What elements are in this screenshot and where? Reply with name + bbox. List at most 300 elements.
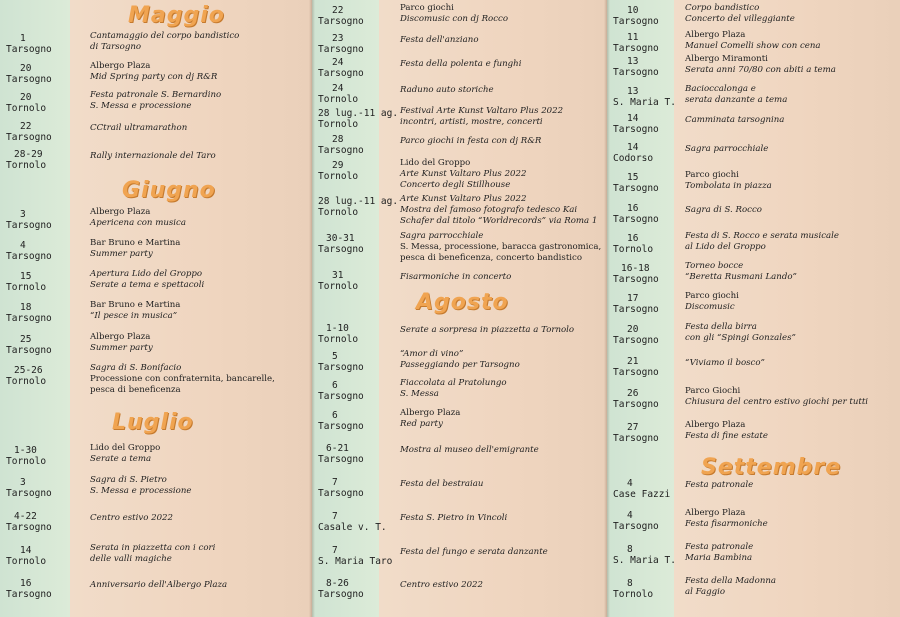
event-date: 1-10: [326, 323, 349, 334]
event-line: Albergo Plaza: [400, 408, 461, 418]
event-date: 7: [332, 477, 338, 488]
event-date: 28-29: [14, 149, 43, 160]
event-line: Festa S. Pietro in Vincoli: [400, 513, 508, 523]
event-line: Parco giochi: [400, 3, 454, 13]
event-line: Summer party: [90, 343, 153, 353]
event-line: “Amor di vino”: [400, 349, 464, 359]
event-line: Serata anni 70/80 con abiti a tema: [685, 65, 836, 75]
event-date-place: [613, 172, 659, 194]
event-date-place: [613, 113, 659, 135]
event-date-place: [613, 5, 659, 27]
event-date: 5: [332, 351, 338, 362]
event-date-place: [318, 108, 398, 130]
event-line: serata danzante a tema: [685, 95, 788, 105]
event-description: [400, 194, 597, 227]
event-date-place: [613, 86, 676, 108]
event-place: Tarsogno: [6, 74, 52, 85]
event-description: [90, 543, 215, 565]
event-date: 6: [332, 380, 338, 391]
event-line: Apertura Lido del Groppo: [90, 269, 203, 279]
event-date-place: [318, 323, 358, 345]
event-date-place: [613, 510, 659, 532]
event-place: Tarsogno: [613, 399, 659, 410]
event-date-place: [318, 196, 398, 218]
event-date-place: [6, 33, 52, 55]
event-date-place: [6, 271, 46, 293]
event-line: Albergo Plaza: [90, 332, 151, 342]
event-place: Tornolo: [318, 94, 359, 105]
event-line: Parco giochi in festa con dj R&R: [400, 136, 542, 146]
event-place: S. Maria T.: [613, 97, 676, 108]
event-line: Raduno auto storiche: [400, 85, 494, 95]
event-description: [400, 378, 507, 400]
event-line: Discomusic: [685, 302, 735, 312]
event-place: Tarsogno: [318, 362, 364, 373]
event-date: 14: [627, 113, 639, 124]
event-place: Tornolo: [6, 456, 47, 467]
brochure-panel-2: [312, 0, 607, 617]
event-place: Tarsogno: [318, 488, 364, 499]
event-line: al Faggio: [685, 587, 726, 597]
event-date: 28: [332, 134, 344, 145]
month-heading: Agosto: [416, 290, 509, 315]
event-line: Festa della Madonna: [685, 576, 777, 586]
event-line: Apericena con musica: [90, 218, 186, 228]
event-place: Tarsogno: [6, 220, 52, 231]
month-heading: Settembre: [701, 455, 842, 480]
event-line: Sagra parrocchiale: [685, 144, 769, 154]
event-date: 30-31: [326, 233, 355, 244]
event-line: Albergo Plaza: [685, 30, 746, 40]
event-line: al Lido del Groppo: [685, 242, 766, 252]
event-line: Serate a sorpresa in piazzetta a Tornolo: [400, 325, 575, 335]
event-date-place: [318, 578, 364, 600]
event-line: pesca di beneficenza: [90, 385, 181, 395]
event-description: [90, 363, 275, 396]
event-line: Serata in piazzetta con i cori: [90, 543, 216, 553]
event-line: Parco giochi: [685, 291, 739, 301]
event-date: 4: [20, 240, 26, 251]
event-line: Processione con confraternita, bancarelle,: [90, 374, 275, 384]
event-date-place: [613, 56, 659, 78]
event-place: Tarsogno: [613, 367, 659, 378]
event-description: [90, 300, 180, 322]
event-description: [400, 445, 539, 456]
event-date: 21: [627, 356, 639, 367]
event-description: [685, 115, 784, 126]
event-place: Tarsogno: [6, 345, 52, 356]
event-date: 8: [627, 578, 633, 589]
event-line: “Viviamo il bosco”: [685, 358, 765, 368]
event-line: Festa della polenta e funghi: [400, 59, 522, 69]
event-description: [400, 349, 520, 371]
event-description: [685, 508, 768, 530]
event-line: Tombolata in piazza: [685, 181, 772, 191]
event-date-place: [6, 149, 46, 171]
event-place: Tornolo: [6, 376, 47, 387]
event-date-place: [6, 445, 46, 467]
event-description: [400, 580, 483, 591]
event-line: Concerto degli Stillhouse: [400, 180, 511, 190]
event-date: 23: [332, 33, 344, 44]
event-date-place: [6, 477, 52, 499]
event-line: Albergo Plaza: [90, 207, 151, 217]
event-place: Tornolo: [318, 281, 359, 292]
event-description: [685, 231, 839, 253]
event-place: Tornolo: [318, 119, 359, 130]
event-line: Torneo bocce: [685, 261, 744, 271]
event-description: [400, 325, 574, 336]
event-line: pesca di beneficenza, concerto bandistico: [400, 253, 583, 263]
event-date-place: [613, 388, 659, 410]
event-date-place: [318, 477, 364, 499]
event-date: 1: [20, 33, 26, 44]
event-description: [685, 291, 739, 313]
event-line: S. Messa e processione: [90, 101, 192, 111]
event-line: incontri, artisti, mostre, concerti: [400, 117, 543, 127]
event-line: Festival Arte Kunst Valtaro Plus 2022: [400, 106, 564, 116]
event-line: “Beretta Rusmani Lando”: [685, 272, 797, 282]
event-date: 31: [332, 270, 344, 281]
event-place: Tarsogno: [318, 244, 364, 255]
event-description: [400, 547, 548, 558]
event-line: Manuel Comelli show con cena: [685, 41, 821, 51]
event-line: Festa del bestraiau: [400, 479, 484, 489]
event-place: S. Maria Taro: [318, 556, 393, 567]
event-date: 7: [332, 545, 338, 556]
event-place: Tarsogno: [613, 124, 659, 135]
event-place: Tornolo: [318, 334, 359, 345]
event-line: Bar Bruno e Martina: [90, 238, 181, 248]
event-date: 14: [627, 142, 639, 153]
event-date: 22: [20, 121, 32, 132]
event-line: Schafer dal titolo “Worldrecords” via Roma 1: [400, 216, 598, 226]
event-description: [90, 269, 204, 291]
event-line: Festa di fine estate: [685, 431, 768, 441]
event-line: Summer party: [90, 249, 153, 259]
event-line: “Il pesce in musica”: [90, 311, 178, 321]
event-place: Tornolo: [6, 556, 47, 567]
event-description: [90, 513, 173, 524]
event-line: Fisarmoniche in concerto: [400, 272, 512, 282]
event-description: [400, 272, 511, 283]
event-line: Parco giochi: [685, 170, 739, 180]
event-date-place: [6, 121, 52, 143]
event-date-place: [318, 5, 364, 27]
month-heading: Luglio: [112, 410, 194, 435]
event-date-place: [613, 356, 659, 378]
event-date-place: [6, 92, 46, 114]
event-place: Tarsogno: [6, 589, 52, 600]
event-date: 15: [627, 172, 639, 183]
event-line: Sagra di S. Pietro: [90, 475, 167, 485]
event-date: 16: [627, 233, 639, 244]
event-line: Discomusic con dj Rocco: [400, 14, 509, 24]
event-line: Arte Kunst Valtaro Plus 2022: [400, 169, 527, 179]
event-description: [400, 231, 601, 264]
event-line: Concerto del villeggiante: [685, 14, 795, 24]
event-place: Tornolo: [318, 171, 359, 182]
event-date-place: [6, 365, 46, 387]
event-place: S. Maria T.: [613, 555, 676, 566]
event-date-place: [6, 209, 52, 231]
event-place: Tornolo: [6, 103, 47, 114]
event-date: 16: [20, 578, 32, 589]
event-description: [400, 59, 521, 70]
event-description: [685, 386, 868, 408]
event-description: [400, 85, 494, 96]
event-date: 28 lug.-11 ag.: [318, 108, 399, 119]
event-place: Tarsogno: [6, 132, 52, 143]
event-date: 8: [627, 544, 633, 555]
event-description: [400, 3, 508, 25]
event-place: Tarsogno: [613, 183, 659, 194]
event-date-place: [318, 380, 364, 402]
event-date: 10: [627, 5, 639, 16]
event-line: Parco Giochi: [685, 386, 741, 396]
event-line: S. Messa e processione: [90, 486, 192, 496]
event-description: [90, 61, 217, 83]
event-line: Centro estivo 2022: [400, 580, 483, 590]
event-description: [685, 30, 821, 52]
event-line: di Tarsogno: [90, 42, 142, 52]
event-description: [685, 54, 836, 76]
event-place: Tarsogno: [613, 304, 659, 315]
event-date: 17: [627, 293, 639, 304]
event-line: Camminata tarsognina: [685, 115, 785, 125]
fold-line: [604, 0, 610, 617]
event-place: Tarsogno: [318, 145, 364, 156]
event-description: [685, 322, 796, 344]
event-date: 13: [627, 56, 639, 67]
event-place: Tarsogno: [6, 44, 52, 55]
event-description: [90, 238, 180, 260]
event-line: Albergo Miramonti: [685, 54, 768, 64]
event-place: Tarsogno: [6, 313, 52, 324]
event-date: 4: [627, 478, 633, 489]
event-line: Anniversario dell'Albergo Plaza: [90, 580, 228, 590]
event-description: [90, 207, 186, 229]
event-description: [685, 84, 787, 106]
event-date-place: [318, 270, 358, 292]
event-line: Serate a tema e spettacoli: [90, 280, 205, 290]
event-line: Festa dell'anziano: [400, 35, 479, 45]
event-date-place: [613, 203, 659, 225]
event-line: Centro estivo 2022: [90, 513, 173, 523]
event-date: 11: [627, 32, 639, 43]
event-date: 18: [20, 302, 32, 313]
event-date: 24: [332, 83, 344, 94]
event-date-place: [613, 478, 670, 500]
event-date-place: [613, 544, 676, 566]
event-place: Tarsogno: [6, 488, 52, 499]
event-date: 28 lug.-11 ag.: [318, 196, 399, 207]
event-date-place: [318, 134, 364, 156]
event-place: Tarsogno: [6, 522, 52, 533]
event-date: 26: [627, 388, 639, 399]
event-place: Tarsogno: [613, 43, 659, 54]
event-description: [685, 144, 768, 155]
event-description: [685, 480, 753, 491]
event-date: 20: [20, 63, 32, 74]
event-description: [90, 123, 187, 134]
event-place: Tarsogno: [318, 454, 364, 465]
event-line: Festa patronale S. Bernardino: [90, 90, 222, 100]
event-date-place: [6, 63, 52, 85]
event-description: [685, 542, 753, 564]
event-date-place: [6, 240, 52, 262]
event-place: Tornolo: [6, 160, 47, 171]
fold-line: [309, 0, 315, 617]
event-date-place: [318, 33, 364, 55]
event-description: [685, 576, 776, 598]
event-date-place: [613, 142, 653, 164]
event-place: Tarsogno: [318, 68, 364, 79]
event-place: Case Fazzi: [613, 489, 671, 500]
event-line: Albergo Plaza: [685, 508, 746, 518]
event-line: CCtrail ultramarathon: [90, 123, 188, 133]
event-description: [685, 358, 765, 369]
event-line: Sagra di S. Bonifacio: [90, 363, 182, 373]
event-description: [685, 261, 797, 283]
event-date-place: [318, 233, 364, 255]
event-description: [400, 479, 483, 490]
event-description: [90, 332, 153, 354]
event-description: [685, 205, 762, 216]
event-place: Codorso: [613, 153, 654, 164]
event-date: 14: [20, 545, 32, 556]
event-date-place: [318, 57, 364, 79]
event-date: 13: [627, 86, 639, 97]
event-place: Tarsogno: [613, 67, 659, 78]
event-line: Chiusura del centro estivo giochi per tutti: [685, 397, 869, 407]
event-description: [400, 513, 507, 524]
event-date: 20: [627, 324, 639, 335]
event-place: Tarsogno: [613, 274, 659, 285]
event-line: Albergo Plaza: [685, 420, 746, 430]
event-date: 27: [627, 422, 639, 433]
event-line: Fiaccolata al Pratolungo: [400, 378, 507, 388]
event-place: Tarsogno: [613, 521, 659, 532]
event-description: [90, 90, 221, 112]
event-date-place: [613, 422, 659, 444]
event-line: Corpo bandistico: [685, 3, 760, 13]
event-description: [400, 136, 541, 147]
event-date-place: [613, 233, 653, 255]
event-description: [685, 420, 768, 442]
event-date: 4-22: [14, 511, 37, 522]
event-date: 6-21: [326, 443, 349, 454]
event-date-place: [613, 293, 659, 315]
event-date-place: [318, 83, 358, 105]
event-date-place: [318, 410, 364, 432]
event-line: Mostra al museo dell'emigrante: [400, 445, 539, 455]
event-date: 3: [20, 477, 26, 488]
event-line: Lido del Groppo: [90, 443, 161, 453]
event-place: Tarsogno: [613, 433, 659, 444]
event-date: 15: [20, 271, 32, 282]
event-date: 1-30: [14, 445, 37, 456]
event-date-place: [613, 324, 659, 346]
event-date-place: [613, 578, 653, 600]
event-description: [400, 35, 479, 46]
event-description: [685, 3, 795, 25]
event-place: Tornolo: [6, 282, 47, 293]
event-description: [90, 151, 216, 162]
event-place: Tarsogno: [613, 16, 659, 27]
month-heading: Giugno: [122, 178, 216, 203]
event-line: delle valli magiche: [90, 554, 172, 564]
event-description: [400, 408, 460, 430]
event-date: 4: [627, 510, 633, 521]
event-date: 6: [332, 410, 338, 421]
event-date: 7: [332, 511, 338, 522]
event-line: Passeggiando per Tarsogno: [400, 360, 520, 370]
event-date: 25: [20, 334, 32, 345]
event-date: 25-26: [14, 365, 43, 376]
event-date: 3: [20, 209, 26, 220]
event-line: Sagra di S. Rocco: [685, 205, 762, 215]
event-line: Rally internazionale del Taro: [90, 151, 216, 161]
event-place: Tarsogno: [318, 589, 364, 600]
event-line: Mostra del famoso fotografo tedesco Kai: [400, 205, 578, 215]
event-date-place: [318, 160, 358, 182]
event-date-place: [6, 302, 52, 324]
event-place: Tarsogno: [318, 391, 364, 402]
event-date: 8-26: [326, 578, 349, 589]
event-place: Tarsogno: [613, 214, 659, 225]
brochure-panel-1: [0, 0, 312, 617]
event-line: con gli “Spingi Gonzales”: [685, 333, 796, 343]
event-date-place: [6, 578, 52, 600]
event-line: Albergo Plaza: [90, 61, 151, 71]
month-heading: Maggio: [128, 3, 225, 28]
event-date-place: [613, 32, 659, 54]
event-place: Casale v. T.: [318, 522, 387, 533]
event-description: [90, 580, 227, 591]
event-place: Tornolo: [318, 207, 359, 218]
event-line: Arte Kunst Valtaro Plus 2022: [400, 194, 527, 204]
event-line: S. Messa, processione, baracca gastronomica,: [400, 242, 602, 252]
event-line: Festa della birra: [685, 322, 757, 332]
event-date-place: [318, 443, 364, 465]
event-description: [400, 158, 526, 191]
event-date-place: [318, 545, 392, 567]
event-line: Festa di S. Rocco e serata musicale: [685, 231, 839, 241]
event-date-place: [318, 511, 387, 533]
event-place: Tarsogno: [613, 335, 659, 346]
event-date: 24: [332, 57, 344, 68]
event-description: [90, 443, 160, 465]
event-place: Tornolo: [613, 589, 654, 600]
event-place: Tornolo: [613, 244, 654, 255]
event-line: Sagra parrocchiale: [400, 231, 484, 241]
event-description: [685, 170, 772, 192]
event-line: Festa fisarmoniche: [685, 519, 768, 529]
event-line: Bacioccalonga e: [685, 84, 756, 94]
event-place: Tarsogno: [318, 16, 364, 27]
event-line: S. Messa: [400, 389, 439, 399]
event-description: [90, 475, 191, 497]
event-line: Mid Spring party con dj R&R: [90, 72, 218, 82]
event-place: Tarsogno: [318, 421, 364, 432]
event-line: Red party: [400, 419, 443, 429]
event-place: Tarsogno: [318, 44, 364, 55]
event-line: Lido del Groppo: [400, 158, 471, 168]
event-date-place: [318, 351, 364, 373]
event-place: Tarsogno: [6, 251, 52, 262]
event-date: 16: [627, 203, 639, 214]
